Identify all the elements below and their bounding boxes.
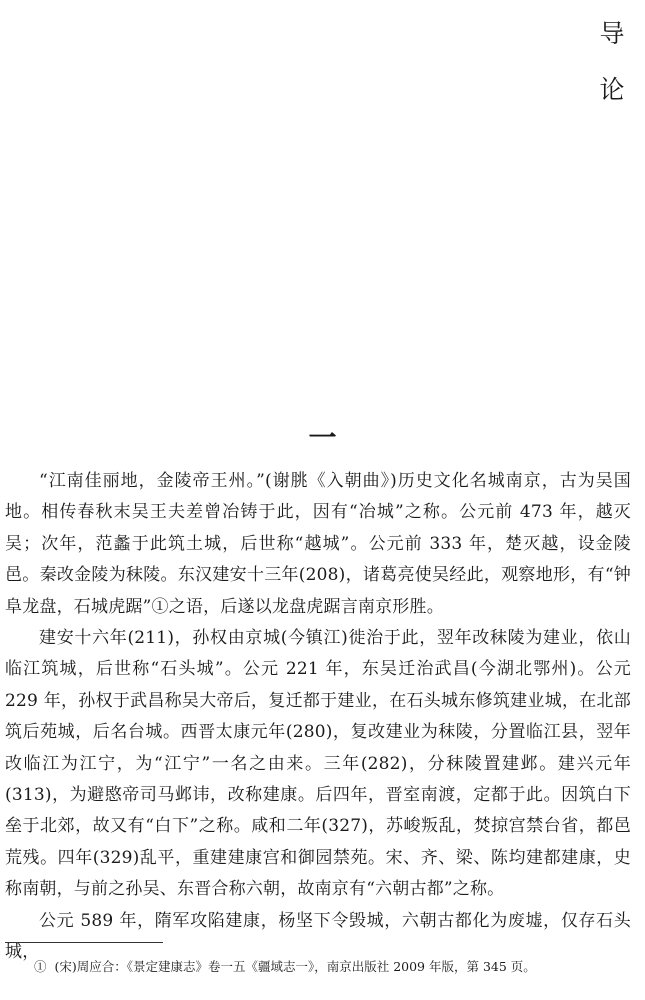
paragraph: “江南佳丽地，金陵帝王州。”(谢朓《入朝曲》)历史文化名城南京，古为吴国地。相传春秋末吴王夫差曾冶铸于此，因有“冶城”之称。公元前 473 年，越灭吴；次年，范蠡于此筑土城，后世称“越城”。公元前 333 年，楚灭越，设金陵邑。秦改金陵为秣陵。东汉建安十三年(208)，诸葛亮使吴经此，观察地形，有“钟阜龙盘，石城虎踞”①之语，后遂以龙盘虎踞言南京形胜。 (5, 471, 631, 617)
chapter-title-char: 导 (599, 19, 625, 48)
body-text (5, 466, 631, 969)
footnote-text: (宋)周应合：《景定建康志》卷一五《疆域志一》，南京出版社 2009 年版，第 345 页。 (54, 959, 536, 974)
chapter-title (597, 6, 627, 118)
section-number: 一 (308, 421, 337, 454)
paragraph: 建安十六年(211)，孙权由京城(今镇江)徙治于此，翌年改秣陵为建业，依山临江筑城，后世称“石头城”。公元 221 年，东吴迁治武昌(今湖北鄂州)。公元 229 年，孙权于武昌称吴大帝后，复迁都于建业，在石头城东修筑建业城，在北部筑后苑城，后名台城。西晋太康元年(280)，复改建业为秣陵，分置临江县，翌年改临江为江宁，为“江宁”一名之由来。三年(282)，分秣陵置建邺。建兴元年(313)，为避愍帝司马邺讳，改称建康。后四年，晋室南渡，定都于此。因筑白下垒于北郊，故又有“白下”之称。咸和二年(327)，苏峻叛乱，焚掠宫禁台省，都邑荒残。四年(329)乱平，重建建康宫和御园禁苑。宋、齐、梁、陈均建都建康，史称南朝，与前之孙吴、东晋合称六朝，故南京有“六朝古都”之称。 (5, 628, 631, 900)
footnote (34, 958, 634, 976)
footnote-marker: ① (34, 959, 47, 974)
chapter-title-char: 论 (599, 75, 625, 104)
footnote-divider (5, 942, 163, 943)
paragraph: 公元 589 年，隋军攻陷建康，杨坚下令毁城，六朝古都化为废墟，仅存石头城， (5, 910, 631, 963)
